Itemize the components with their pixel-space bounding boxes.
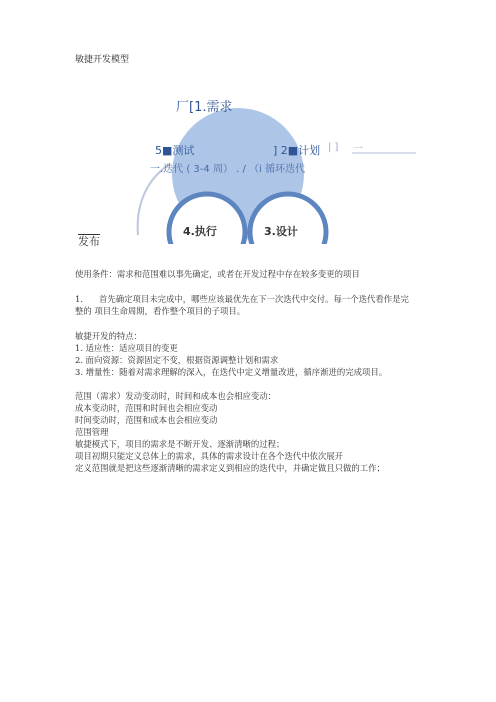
feature-2: 2. 面向资源：资源固定不变，根据资源调整计划和需求 (75, 355, 279, 365)
paragraph-scope-change: 范围（需求）发动变动时，时间和成本也会相应变动： (75, 391, 276, 401)
usage-condition: 使用条件：需求和范围难以事先确定，或者在开发过程中存在较多变更的项目 (75, 269, 360, 279)
feature-3: 3. 增量性：随着对需求理解的深入，在迭代中定义增量改进，循序渐进的完成项目。 (75, 367, 388, 377)
list-item-1-continuation: 整的 项目生命周期，看作整个项目的子项目。 (75, 306, 246, 316)
iteration-note: 一.迭代 ( 3-4 周） . / （i 循环迭代 (150, 164, 305, 175)
step-plan-label: ] 2■计划 (273, 144, 321, 157)
dash-mark: 一 (353, 144, 363, 155)
release-label: 发布 (78, 235, 100, 248)
step-test-label: 5■测试 (155, 144, 195, 157)
paragraph-time-change: 时间变动时，范围和成本也会相应变动 (75, 415, 218, 425)
step-requirement-label: 厂[1.需求 (176, 100, 233, 115)
paragraph-initial-requirements: 项目初期只能定义总体上的需求，具体的需求设计在各个迭代中依次展开 (75, 451, 343, 461)
step-execute-label: 4.执行 (183, 225, 217, 238)
paragraph-cost-change: 成本变动时，范围和时间也会相应变动 (75, 403, 218, 413)
document-title: 敏捷开发模型 (75, 55, 130, 65)
list-item-1-number: 1. (75, 294, 83, 304)
paragraph-define-scope: 定义范围就是把这些逐渐清晰的需求定义到相应的迭代中，并确定做且只做的工作； (75, 463, 385, 473)
separator-bars: | ] (328, 142, 339, 153)
step-design-label: 3.设计 (264, 225, 298, 238)
agile-cycle-diagram (70, 92, 430, 252)
paragraph-scope-management: 范围管理 (75, 427, 109, 437)
feature-1: 1. 适应性：适应项目的变更 (75, 343, 178, 353)
paragraph-agile-mode: 敏捷模式下，项目的需求是不断开发、逐渐清晰的过程； (75, 439, 285, 449)
features-heading: 敏捷开发的特点： (75, 331, 142, 341)
list-item-1 (75, 294, 409, 306)
list-item-1-line1: 首先确定项目未完成中，哪些应该最优先在下一次迭代中交付。每一个迭代看作是完 (99, 294, 409, 304)
